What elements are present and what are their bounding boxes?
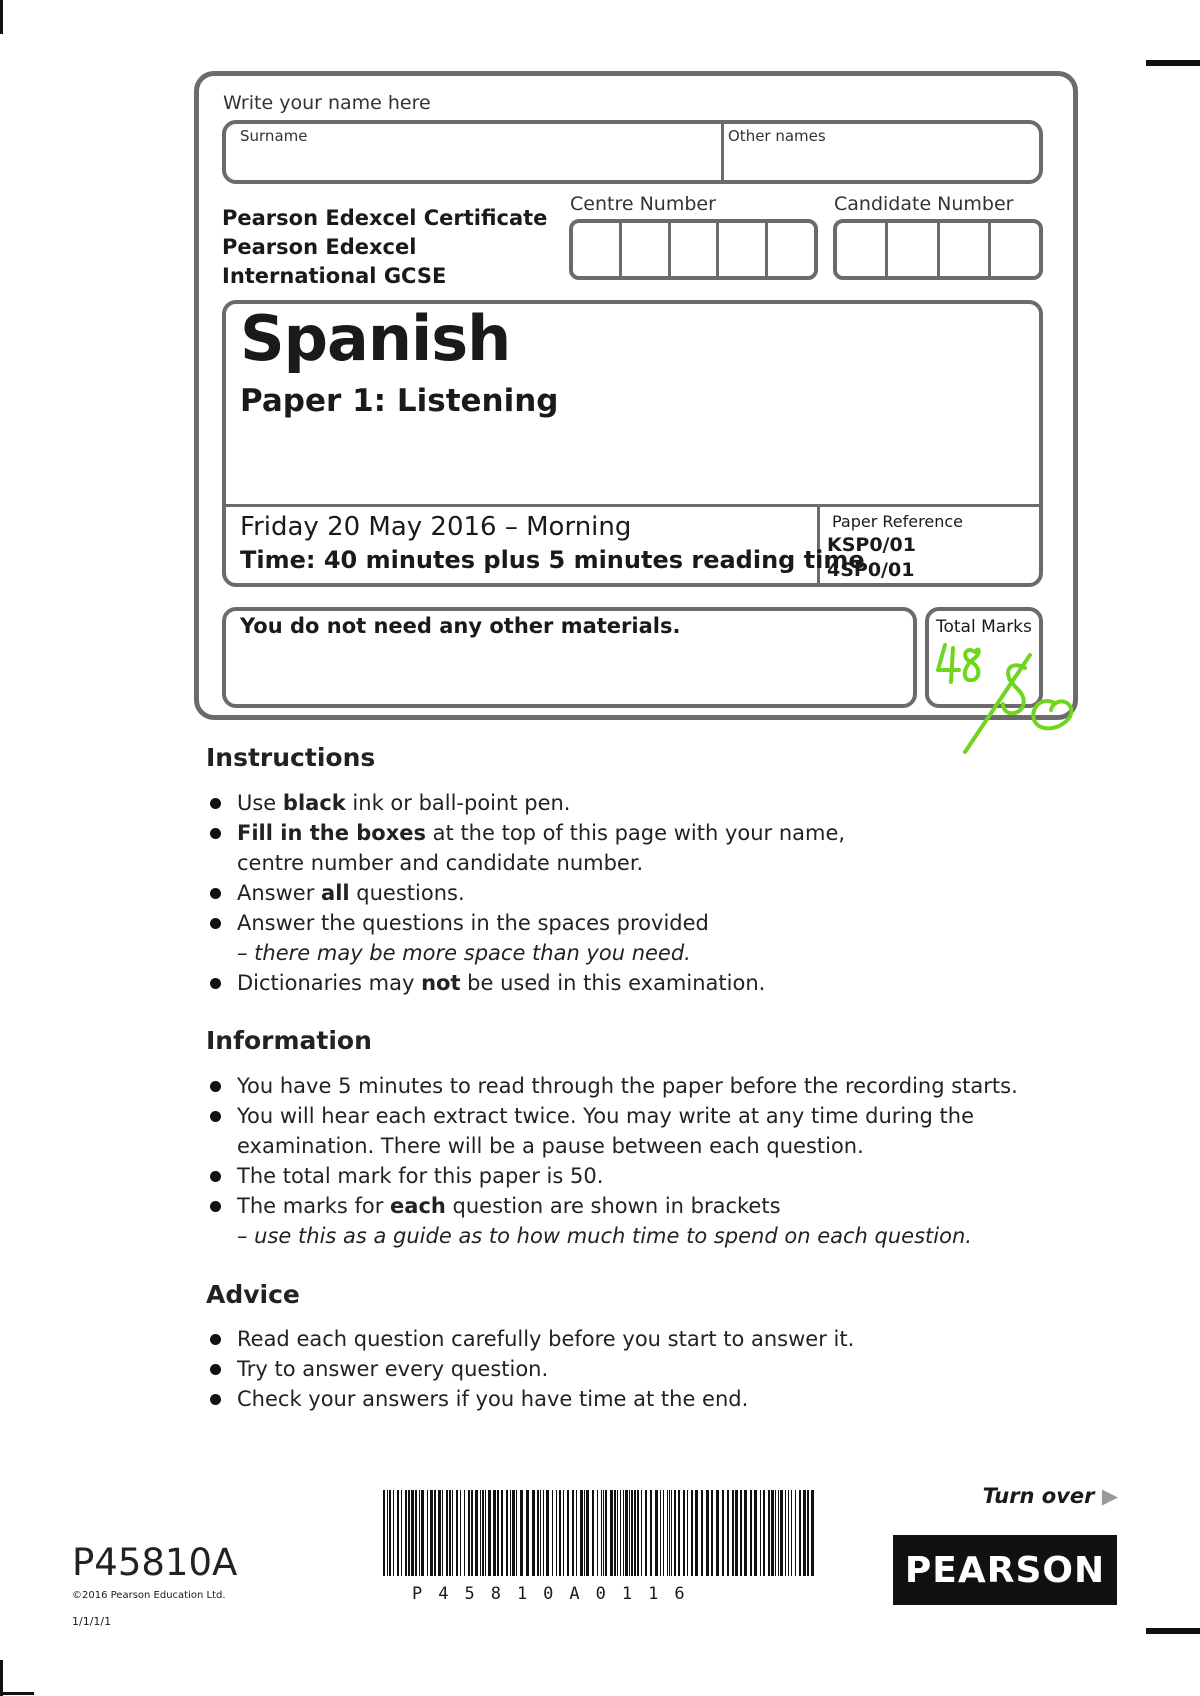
barcode-bar [750,1490,752,1576]
barcode-bar [526,1490,529,1576]
barcode-bar [543,1490,544,1576]
list-item: Read each question carefully before you start to answer it. [208,1324,1108,1354]
barcode-bar [421,1490,424,1576]
barcode-bar [506,1490,508,1576]
other-names-label: Other names [728,127,826,145]
barcode-bar [501,1490,503,1576]
barcode-bar [667,1490,668,1576]
barcode-bar [552,1490,553,1576]
barcode-bar [537,1490,539,1576]
barcode-bar [620,1490,621,1576]
paper-reference-code-1: KSP0/01 [827,534,916,556]
barcode-bar [706,1490,709,1576]
barcode-bar [771,1490,774,1576]
barcode-bar [660,1490,661,1576]
barcode-bar [735,1490,738,1576]
barcode-bar [449,1490,451,1576]
centre-number-cell[interactable] [768,223,814,276]
barcode-bar [480,1490,481,1576]
instructions-list [208,788,1108,998]
barcode-bar [637,1490,639,1576]
barcode-bar [415,1490,417,1576]
paper-title: Paper 1: Listening [240,383,559,419]
barcode-bar [419,1490,420,1576]
turn-over-label[interactable]: Turn over ▶ [982,1484,1118,1508]
barcode-bar [722,1490,724,1576]
barcode-bar [603,1490,604,1576]
barcode-bar [592,1490,594,1576]
qualification-line-3: International GCSE [222,264,447,288]
centre-number-cell[interactable] [671,223,720,276]
barcode-bar [430,1490,433,1576]
barcode-bar [580,1490,583,1576]
crop-mark-top-right [1146,60,1200,66]
barcode-bar [597,1490,598,1576]
barcode-bar [387,1490,388,1576]
pearson-logo: PEARSON [893,1535,1117,1605]
print-code: 1/1/1/1 [72,1615,112,1628]
barcode-bar [442,1490,443,1576]
barcode-bar [623,1490,624,1576]
barcode-bar [788,1490,789,1576]
barcode-bar [610,1490,613,1576]
candidate-number-boxes[interactable] [833,219,1043,280]
total-marks-label: Total Marks [936,617,1032,637]
subject-title: Spanish [240,302,511,375]
crop-mark-top-left [0,0,3,34]
copyright: ©2016 Pearson Education Ltd. [72,1590,226,1601]
barcode-bar [799,1490,801,1576]
barcode [383,1490,818,1586]
barcode-bar [520,1490,523,1576]
barcode-bar [775,1490,776,1576]
list-item: Try to answer every question. [208,1354,1108,1384]
barcode-bar [674,1490,676,1576]
barcode-bar [497,1490,499,1576]
barcode-bar [634,1490,636,1576]
name-box[interactable] [222,120,1043,184]
barcode-bar [671,1490,672,1576]
barcode-bar [563,1490,564,1576]
barcode-bar [791,1490,792,1576]
barcode-text: P45810A0116 [412,1584,701,1604]
barcode-bar [559,1490,561,1576]
barcode-bar [438,1490,441,1576]
barcode-bar [727,1490,729,1576]
barcode-bar [393,1490,394,1576]
barcode-bar [512,1490,515,1576]
barcode-bar [532,1490,535,1576]
barcode-bar [510,1490,511,1576]
barcode-bar [584,1490,585,1576]
barcode-bar [687,1490,688,1576]
barcode-bar [744,1490,747,1576]
information-heading: Information [206,1026,372,1055]
list-item: You have 5 minutes to read through the paper before the recording starts. [208,1071,1158,1101]
title-box-divider [226,504,1039,507]
write-name-label: Write your name here [223,92,431,114]
advice-list [208,1324,1108,1414]
barcode-bar [785,1490,786,1576]
barcode-bar [471,1490,473,1576]
candidate-number-cell[interactable] [940,223,991,276]
barcode-bar [629,1490,630,1576]
barcode-bar [383,1490,385,1576]
name-box-divider [721,124,724,180]
advice-heading: Advice [206,1280,300,1309]
paper-reference-label: Paper Reference [832,512,963,531]
barcode-bar [460,1490,461,1576]
qualification-block [222,204,547,291]
qualification-line-1: Pearson Edexcel Certificate [222,206,548,230]
centre-number-cell[interactable] [622,223,671,276]
barcode-bar [614,1490,616,1576]
barcode-bar [408,1490,410,1576]
exam-date: Friday 20 May 2016 – Morning [240,512,632,542]
list-item: Answer the questions in the spaces provided – there may be more space than you need. [208,908,1108,968]
barcode-bar [576,1490,577,1576]
barcode-bar [650,1490,652,1576]
list-item: Use black ink or ball-point pen. [208,788,1108,818]
barcode-bar [540,1490,541,1576]
barcode-bar [546,1490,549,1576]
barcode-bar [389,1490,391,1576]
barcode-bar [434,1490,436,1576]
barcode-bar [701,1490,703,1576]
barcode-bar [516,1490,517,1576]
barcode-bar [488,1490,491,1576]
barcode-bar [763,1490,765,1576]
barcode-bar [768,1490,770,1576]
barcode-bar [475,1490,478,1576]
barcode-bar [778,1490,779,1576]
surname-label: Surname [240,127,308,145]
centre-number-cell[interactable] [573,223,622,276]
paper-reference-code-2: 4SP0/01 [827,559,915,581]
play-arrow-icon: ▶ [1101,1484,1118,1508]
barcode-bar [605,1490,607,1576]
barcode-bar [631,1490,633,1576]
barcode-bar [807,1490,809,1576]
barcode-bar [678,1490,680,1576]
barcode-bar [780,1490,783,1576]
barcode-bar [695,1490,698,1576]
document-reference: P45810A [72,1541,238,1584]
barcode-bar [811,1490,814,1576]
information-list [208,1071,1158,1251]
list-item: Check your answers if you have time at the end. [208,1384,1108,1414]
candidate-number-label: Candidate Number [834,193,1014,215]
barcode-bar [572,1490,574,1576]
candidate-number-cell[interactable] [991,223,1039,276]
barcode-bar [760,1490,761,1576]
list-item: The total mark for this paper is 50. [208,1161,1158,1191]
centre-number-label: Centre Number [570,193,716,215]
list-item: Answer all questions. [208,878,1108,908]
list-item: You will hear each extract twice. You may write at any time during the examination. There will be a pause between each question. [208,1101,1158,1161]
barcode-bar [556,1490,557,1576]
barcode-bar [401,1490,402,1576]
barcode-bar [446,1490,448,1576]
barcode-bar [617,1490,618,1576]
barcode-bar [669,1490,670,1576]
barcode-bar [586,1490,589,1576]
candidate-number-cell[interactable] [837,223,888,276]
barcode-bar [740,1490,742,1576]
barcode-bar [464,1490,465,1576]
barcode-bar [411,1490,414,1576]
barcode-bar [625,1490,628,1576]
list-item: The marks for each question are shown in brackets – use this as a guide as to how much time to spend on each question. [208,1191,1158,1251]
barcode-bar [468,1490,470,1576]
barcode-bar [427,1490,428,1576]
barcode-bar [683,1490,685,1576]
barcode-bar [493,1490,496,1576]
barcode-bar [645,1490,647,1576]
barcode-bar [691,1490,693,1576]
candidate-number-cell[interactable] [888,223,939,276]
qualification-line-2: Pearson Edexcel [222,235,417,259]
barcode-bar [711,1490,713,1576]
barcode-bar [795,1490,796,1576]
materials-note: You do not need any other materials. [240,614,681,638]
barcode-bar [456,1490,458,1576]
exam-time: Time: 40 minutes plus 5 minutes reading time [240,546,865,574]
barcode-bar [405,1490,407,1576]
barcode-bar [641,1490,642,1576]
barcode-bar [803,1490,806,1576]
barcode-bar [485,1490,486,1576]
crop-mark-bottom-right [1146,1628,1200,1634]
barcode-bar [482,1490,484,1576]
list-item: Dictionaries may not be used in this examination. [208,968,1108,998]
barcode-bar [716,1490,719,1576]
crop-mark-bottom-left [0,1660,3,1696]
list-item: Fill in the boxes at the top of this page with your name, centre number and candidate number. [208,818,1108,878]
barcode-bar [567,1490,569,1576]
barcode-bar [655,1490,658,1576]
barcode-bar [663,1490,664,1576]
instructions-heading: Instructions [206,743,376,772]
handwritten-score [935,640,1090,760]
barcode-bar [601,1490,602,1576]
barcode-bar [732,1490,734,1576]
barcode-bar [754,1490,757,1576]
centre-number-boxes[interactable] [569,219,818,280]
centre-number-cell[interactable] [719,223,768,276]
barcode-bar [452,1490,453,1576]
barcode-bar [397,1490,399,1576]
crop-mark-bottom-left-h [0,1692,34,1695]
